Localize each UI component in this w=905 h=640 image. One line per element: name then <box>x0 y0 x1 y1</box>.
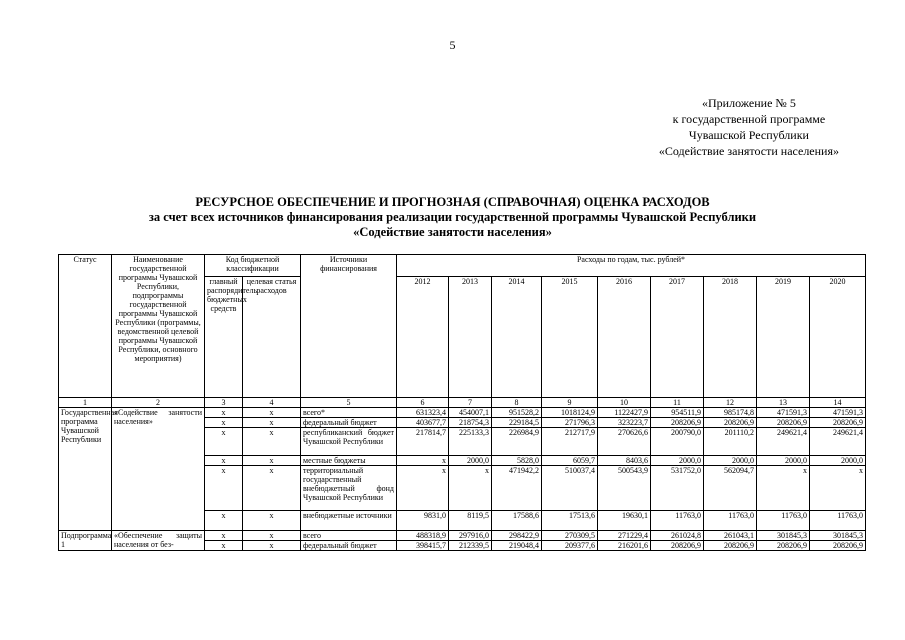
source-cell: федеральный бюджет <box>301 541 397 551</box>
appendix-line: к государственной программе <box>672 112 826 126</box>
value-cell: 954511,9 <box>651 408 704 418</box>
column-number: 11 <box>651 398 704 408</box>
value-cell: 1122427,9 <box>598 408 651 418</box>
column-number: 8 <box>492 398 542 408</box>
appendix-line: «Приложение № 5 <box>702 96 796 110</box>
value-cell: 8119,5 <box>449 511 492 531</box>
value-cell: 270309,5 <box>542 531 598 541</box>
header-year: 2017 <box>651 277 704 398</box>
code-target-cell: х <box>243 531 301 541</box>
column-number: 4 <box>243 398 301 408</box>
value-cell: 11763,0 <box>704 511 757 531</box>
value-cell: 261024,8 <box>651 531 704 541</box>
source-cell: федеральный бюджет <box>301 418 397 428</box>
value-cell: 270626,6 <box>598 428 651 456</box>
header-expenses: Расходы по годам, тыс. рублей* <box>397 255 866 277</box>
code-target-cell: х <box>243 428 301 456</box>
value-cell: 218754,3 <box>449 418 492 428</box>
value-cell: 2000,0 <box>704 456 757 466</box>
program-name-cell: «Обеспечение защиты населения от без- <box>112 531 205 551</box>
value-cell: 297916,0 <box>449 531 492 541</box>
header-year: 2016 <box>598 277 651 398</box>
column-number: 6 <box>397 398 449 408</box>
value-cell: х <box>449 466 492 511</box>
header-name: Наименование государственной программы Чувашской Республики, подпрограммы государственной программы Чувашской Республики (программы, ведомственной целевой программы Чувашской Республики, основного мероприятия) <box>112 255 205 398</box>
value-cell: 212717,9 <box>542 428 598 456</box>
header-sources: Источники финансирования <box>301 255 397 398</box>
column-number: 1 <box>59 398 112 408</box>
source-cell: республиканский бюджет Чувашской Республики <box>301 428 397 456</box>
value-cell: 249621,4 <box>810 428 866 456</box>
source-cell: местные бюджеты <box>301 456 397 466</box>
value-cell: 951528,2 <box>492 408 542 418</box>
code-target-cell: х <box>243 408 301 418</box>
value-cell: 301845,3 <box>810 531 866 541</box>
value-cell: 5828,0 <box>492 456 542 466</box>
value-cell: х <box>397 456 449 466</box>
code-main-cell: х <box>205 456 243 466</box>
appendix-line: Чувашской Республики <box>688 128 809 142</box>
value-cell: 225133,3 <box>449 428 492 456</box>
value-cell: 11763,0 <box>651 511 704 531</box>
value-cell: х <box>810 466 866 511</box>
heading-line: РЕСУРСНОЕ ОБЕСПЕЧЕНИЕ И ПРОГНОЗНАЯ (СПРАВОЧНАЯ) ОЦЕНКА РАСХОДОВ <box>195 195 710 209</box>
code-main-cell: х <box>205 418 243 428</box>
document-heading <box>0 195 905 240</box>
value-cell: 301845,3 <box>757 531 810 541</box>
value-cell: 531752,0 <box>651 466 704 511</box>
value-cell: 985174,8 <box>704 408 757 418</box>
code-target-cell: х <box>243 466 301 511</box>
value-cell: 19630,1 <box>598 511 651 531</box>
value-cell: 500543,9 <box>598 466 651 511</box>
resource-table <box>58 254 866 551</box>
source-cell: всего* <box>301 408 397 418</box>
heading-line: за счет всех источников финансирования реализации государственной программы Чувашской Республики <box>148 210 757 224</box>
value-cell: 1018124,9 <box>542 408 598 418</box>
value-cell: 261043,1 <box>704 531 757 541</box>
code-main-cell: х <box>205 531 243 541</box>
value-cell: 201110,2 <box>704 428 757 456</box>
code-target-cell: х <box>243 511 301 531</box>
status-cell: Государственная программа Чувашской Республики <box>59 408 112 531</box>
value-cell: 471942,2 <box>492 466 542 511</box>
code-target-cell: х <box>243 541 301 551</box>
table-row <box>59 531 866 541</box>
code-target-cell: х <box>243 456 301 466</box>
value-cell: 208206,9 <box>757 541 810 551</box>
header-year: 2018 <box>704 277 757 398</box>
value-cell: 454007,1 <box>449 408 492 418</box>
header-year: 2012 <box>397 277 449 398</box>
column-number: 2 <box>112 398 205 408</box>
code-main-cell: х <box>205 541 243 551</box>
value-cell: 2000,0 <box>651 456 704 466</box>
table-row <box>59 408 866 418</box>
column-number: 7 <box>449 398 492 408</box>
header-year: 2015 <box>542 277 598 398</box>
value-cell: 208206,9 <box>704 541 757 551</box>
value-cell: 208206,9 <box>757 418 810 428</box>
program-name-cell: «Содействие занятости населения» <box>112 408 205 531</box>
heading-line: «Содействие занятости населения» <box>353 225 552 239</box>
header-year: 2014 <box>492 277 542 398</box>
header-code-main: главный распорядитель бюджетных средств <box>205 277 243 398</box>
value-cell: 631323,4 <box>397 408 449 418</box>
value-cell: 471591,3 <box>810 408 866 418</box>
column-number: 9 <box>542 398 598 408</box>
value-cell: 9831,0 <box>397 511 449 531</box>
header-code-target: целевая статья расходов <box>243 277 301 398</box>
value-cell: 208206,9 <box>810 418 866 428</box>
value-cell: 17513,6 <box>542 511 598 531</box>
column-number: 12 <box>704 398 757 408</box>
source-cell: всего <box>301 531 397 541</box>
column-number: 13 <box>757 398 810 408</box>
status-cell: Подпрограмма 1 <box>59 531 112 551</box>
value-cell: 208206,9 <box>651 418 704 428</box>
code-main-cell: х <box>205 511 243 531</box>
table-body <box>59 408 866 551</box>
value-cell: 208206,9 <box>704 418 757 428</box>
value-cell: 208206,9 <box>810 541 866 551</box>
appendix-block <box>659 95 839 159</box>
value-cell: 510037,4 <box>542 466 598 511</box>
value-cell: 216201,6 <box>598 541 651 551</box>
code-main-cell: х <box>205 408 243 418</box>
column-number: 3 <box>205 398 243 408</box>
value-cell: 17588,6 <box>492 511 542 531</box>
value-cell: 271229,4 <box>598 531 651 541</box>
header-year: 2013 <box>449 277 492 398</box>
value-cell: 208206,9 <box>651 541 704 551</box>
header-code: Код бюджетной классификации <box>205 255 301 277</box>
value-cell: 8403,6 <box>598 456 651 466</box>
value-cell: 11763,0 <box>810 511 866 531</box>
value-cell: 2000,0 <box>449 456 492 466</box>
value-cell: 471591,3 <box>757 408 810 418</box>
value-cell: 403677,7 <box>397 418 449 428</box>
value-cell: 219048,4 <box>492 541 542 551</box>
value-cell: 11763,0 <box>757 511 810 531</box>
column-number: 14 <box>810 398 866 408</box>
source-cell: территориальный государственный внебюджетный фонд Чувашской Республики <box>301 466 397 511</box>
value-cell: 298422,9 <box>492 531 542 541</box>
value-cell: х <box>757 466 810 511</box>
value-cell: 323223,7 <box>598 418 651 428</box>
value-cell: 2000,0 <box>810 456 866 466</box>
source-cell: внебюджетные источники <box>301 511 397 531</box>
value-cell: 398415,7 <box>397 541 449 551</box>
value-cell: 488318,9 <box>397 531 449 541</box>
code-target-cell: х <box>243 418 301 428</box>
appendix-line: «Содействие занятости населения» <box>658 144 839 158</box>
code-main-cell: х <box>205 466 243 511</box>
value-cell: х <box>397 466 449 511</box>
value-cell: 2000,0 <box>757 456 810 466</box>
value-cell: 200790,0 <box>651 428 704 456</box>
header-year: 2020 <box>810 277 866 398</box>
header-status: Статус <box>59 255 112 398</box>
value-cell: 271796,3 <box>542 418 598 428</box>
column-number: 5 <box>301 398 397 408</box>
value-cell: 226984,9 <box>492 428 542 456</box>
value-cell: 249621,4 <box>757 428 810 456</box>
value-cell: 229184,5 <box>492 418 542 428</box>
value-cell: 209377,6 <box>542 541 598 551</box>
value-cell: 562094,7 <box>704 466 757 511</box>
value-cell: 6059,7 <box>542 456 598 466</box>
page-number: 5 <box>449 38 456 52</box>
header-year: 2019 <box>757 277 810 398</box>
code-main-cell: х <box>205 428 243 456</box>
column-number: 10 <box>598 398 651 408</box>
value-cell: 212339,5 <box>449 541 492 551</box>
value-cell: 217814,7 <box>397 428 449 456</box>
